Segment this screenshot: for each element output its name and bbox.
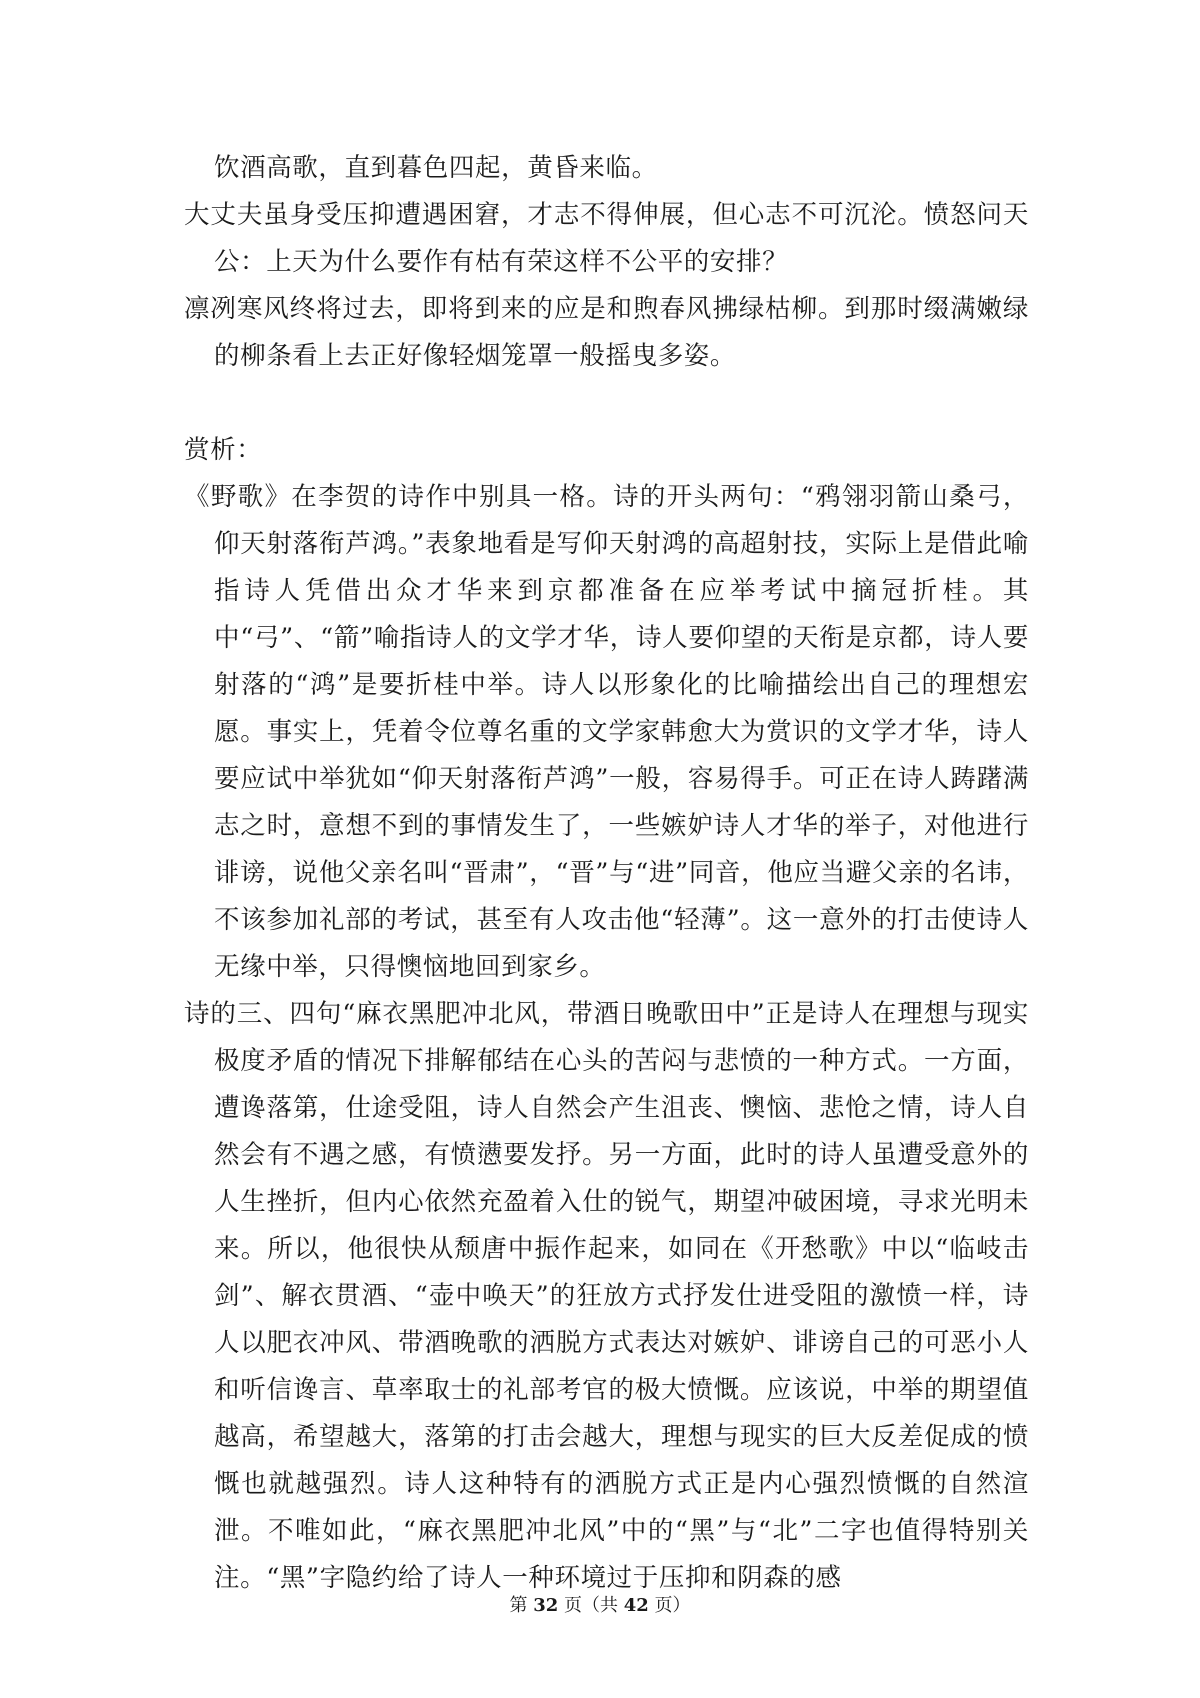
total-page-number: 42 <box>623 1595 649 1616</box>
paragraph-spacer <box>184 380 1029 427</box>
footer-suffix: 页） <box>648 1595 691 1616</box>
translation-line: 饮酒高歌，直到暮色四起，黄昏来临。 <box>214 153 658 183</box>
page-number-footer <box>0 1591 1200 1617</box>
footer-prefix: 第 <box>509 1595 534 1616</box>
footer-middle: 页（共 <box>558 1595 624 1616</box>
analysis-heading: 赏析： <box>184 435 263 465</box>
page-content <box>184 145 1029 1602</box>
current-page-number: 32 <box>533 1595 559 1616</box>
translation-paragraph: 凛冽寒风终将过去，即将到来的应是和煦春风拂绿枯柳。到那时缀满嫩绿的柳条看上去正好像轻烟笼罩一般摇曳多姿。 <box>184 294 1029 371</box>
translation-paragraph: 大丈夫虽身受压抑遭遇困窘，才志不得伸展，但心志不可沉沦。愤怒问天公：上天为什么要作有枯有荣这样不公平的安排？ <box>184 200 1029 277</box>
analysis-paragraph: 《野歌》在李贺的诗作中别具一格。诗的开头两句：“鸦翎羽箭山桑弓，仰天射落衔芦鸿。”表象地看是写仰天射鸿的高超射技，实际上是借此喻指诗人凭借出众才华来到京都准备在应举考试中摘冠折桂。其中“弓”、“箭”喻指诗人的文学才华，诗人要仰望的天衔是京都，诗人要射落的“鸿”是要折桂中举。诗人以形象化的比喻描绘出自己的理想宏愿。事实上，凭着令位尊名重的文学家韩愈大为赏识的文学才华，诗人要应试中举犹如“仰天射落衔芦鸿”一般，容易得手。可正在诗人踌躇满志之时，意想不到的事情发生了，一些嫉妒诗人才华的举子，对他进行诽谤，说他父亲名叫“晋肃”，“晋”与“进”同音，他应当避父亲的名讳，不该参加礼部的考试，甚至有人攻击他“轻薄”。这一意外的打击使诗人无缘中举，只得懊恼地回到家乡。 <box>184 482 1029 982</box>
analysis-paragraph: 诗的三、四句“麻衣黑肥冲北风，带酒日晚歌田中”正是诗人在理想与现实极度矛盾的情况下排解郁结在心头的苦闷与悲愤的一种方式。一方面，遭谗落第，仕途受阻，诗人自然会产生沮丧、懊恼、悲怆之情，诗人自然会有不遇之感，有愤懑要发抒。另一方面，此时的诗人虽遭受意外的人生挫折，但内心依然充盈着入仕的锐气，期望冲破困境，寻求光明未来。所以，他很快从颓唐中振作起来，如同在《开愁歌》中以“临岐击剑”、解衣贯酒、“壶中唤天”的狂放方式抒发仕进受阻的激愤一样，诗人以肥衣冲风、带酒晚歌的洒脱方式表达对嫉妒、诽谤自己的可恶小人和听信谗言、草率取士的礼部考官的极大愤慨。应该说，中举的期望值越高，希望越大，落第的打击会越大，理想与现实的巨大反差促成的愤慨也就越强烈。诗人这种特有的洒脱方式正是内心强烈愤慨的自然渲泄。不唯如此，“麻衣黑肥冲北风”中的“黑”与“北”二字也值得特别关注。“黑”字隐约给了诗人一种环境过于压抑和阴森的感 <box>184 999 1029 1593</box>
